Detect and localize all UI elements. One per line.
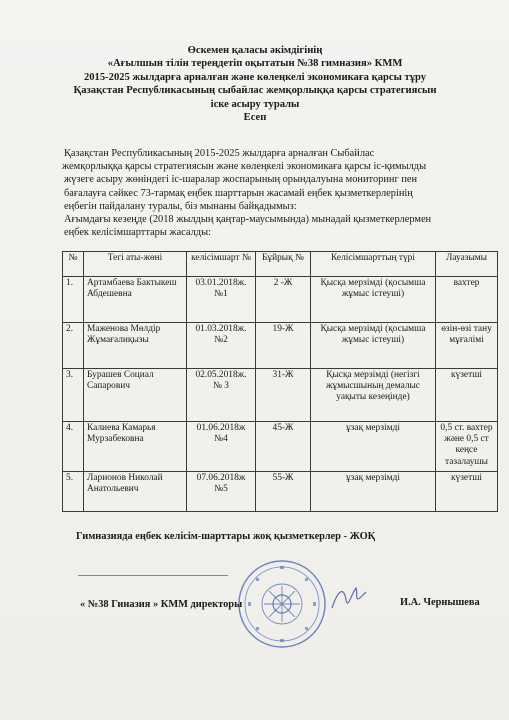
director-title: « №38 Гиназия » КММ директоры: [80, 599, 243, 610]
header-title-line2: Қазақстан Республикасының сыбайлас жемқорлыққа қарсы стратегиясын: [73, 85, 437, 97]
cell-contract: 03.01.2018ж. №1: [187, 277, 256, 323]
cell-num: 3.: [63, 369, 84, 422]
cell-order: 45-Ж: [256, 422, 311, 472]
table-row: [63, 472, 498, 512]
table-header-row: [63, 252, 498, 277]
table-row: [63, 369, 498, 422]
cell-name: Бурашев Социал Сапарович: [84, 369, 187, 422]
table-row: [63, 323, 498, 369]
contracts-table: [62, 251, 498, 512]
cell-name: Артамбаева Бактыкеш Абдешевна: [84, 277, 187, 323]
header-title-line3: іске асыру туралы: [210, 98, 300, 110]
cell-order: 55-Ж: [256, 472, 311, 512]
intro-text: [64, 147, 482, 239]
divider-line: [78, 575, 228, 576]
intro-line: еңбегін пайдалану туралы, біз мынаны байқадымыз:: [64, 200, 297, 212]
cell-contract: 02.05.2018ж. № 3: [187, 369, 256, 422]
cell-type: ұзақ мерзімді: [311, 472, 436, 512]
col-header-order: Бұйрық №: [256, 252, 311, 277]
intro-line: жемқорлыққа қарсы стратегиясын және көлеңкелі экономикаға қарсы іс-қимылды: [62, 161, 427, 173]
col-header-position: Лауазымы: [436, 252, 498, 277]
cell-position: күзетші: [436, 472, 498, 512]
no-contract-note: Гимназияда еңбек келісім-шарттары жоқ қызметкерлер - ЖОҚ: [76, 531, 376, 542]
header-title-line1: 2015-2025 жылдарға арналған және көлеңкелі экономикаға қарсы тұру: [83, 71, 427, 83]
cell-type: ұзақ мерзімді: [311, 422, 436, 472]
col-header-type: Келісімшарттың түрі: [311, 252, 436, 277]
cell-type: Қысқа мерзімді (негізгі жұмысшының демалыс уақыты кезеңінде): [311, 369, 436, 422]
intro-line: Ағымдағы кезеңде (2018 жылдың қаңтар-маусымында) мынадай қызметкерлермен: [64, 214, 432, 226]
cell-position: күзетші: [436, 369, 498, 422]
cell-num: 2.: [63, 323, 84, 369]
handwritten-signature-icon: [328, 582, 368, 616]
cell-contract: 01.03.2018ж. №2: [187, 323, 256, 369]
cell-num: 1.: [63, 277, 84, 323]
cell-order: 19-Ж: [256, 323, 311, 369]
cell-num: 5.: [63, 472, 84, 512]
cell-position: вахтер: [436, 277, 498, 323]
header-report-label: Есеп: [243, 112, 267, 124]
col-header-num: №: [63, 252, 84, 277]
document-header: [40, 44, 470, 124]
cell-contract: 07.06.2018ж №5: [187, 472, 256, 512]
cell-type: Қысқа мерзімді (қосымша жұмыс істеуші): [311, 323, 436, 369]
official-seal-icon: [236, 558, 328, 650]
intro-line: бағалауға сәйкес 73-тармақ еңбек шарттарын жасамай еңбек қызметкерлерінің: [64, 187, 413, 199]
director-name: И.А. Чернышева: [400, 597, 480, 608]
cell-name: Маженова Мөлдір Жұмағалиқызы: [84, 323, 187, 369]
cell-num: 4.: [63, 422, 84, 472]
cell-position: 0,5 ст. вахтер және 0,5 ст кеңсе тазалаушы: [436, 422, 498, 472]
cell-order: 31-Ж: [256, 369, 311, 422]
cell-type: Қысқа мерзімді (қосымша жұмыс істеуші): [311, 277, 436, 323]
table-row: [63, 422, 498, 472]
col-header-contract: келісімшарт №: [187, 252, 256, 277]
intro-line: жүзеге асыру жөніндегі іс-шаралар жоспарының орындалуына мониторинг пен: [64, 174, 418, 186]
intro-line: еңбек келісімшарттары жасалды:: [64, 227, 211, 239]
col-header-name: Тегі аты-жөні: [84, 252, 187, 277]
intro-line: Қазақстан Республикасының 2015-2025 жылдарға арналған Сыбайлас: [64, 148, 375, 159]
header-school: «Ағылшын тілін тереңдетіп оқытатын №38 гимназия» КММ: [107, 58, 403, 70]
cell-position: өзін-өзі тану мұғалімі: [436, 323, 498, 369]
cell-name: Калиева Камарья Мурзабековна: [84, 422, 187, 472]
cell-name: Ларионов Николай Анатольевич: [84, 472, 187, 512]
cell-contract: 01.06.2018ж №4: [187, 422, 256, 472]
header-akimat: Өскемен қаласы әкімдігінің: [187, 45, 323, 56]
cell-order: 2 -Ж: [256, 277, 311, 323]
table-row: [63, 277, 498, 323]
